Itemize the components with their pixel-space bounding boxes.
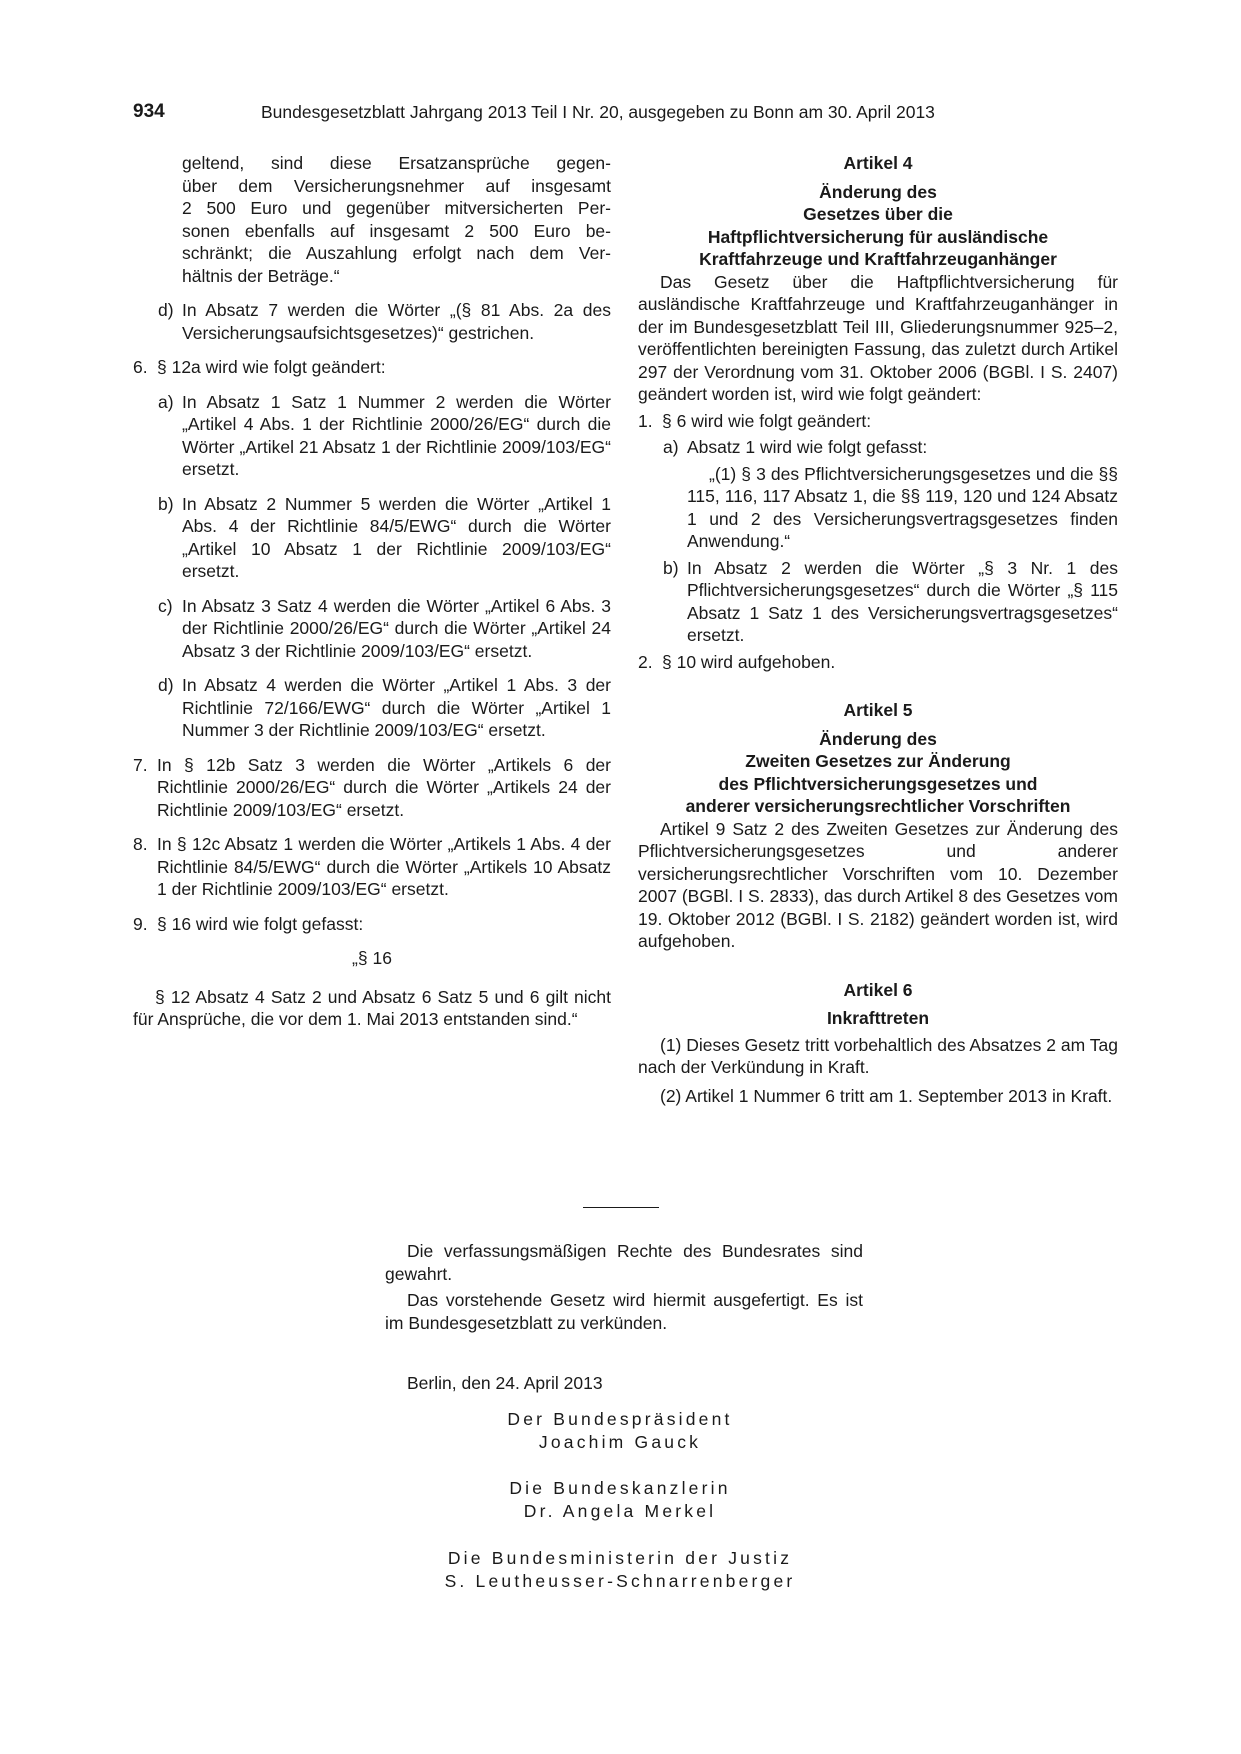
signature-block <box>440 1408 800 1453</box>
closing-paragraph: Das vorstehende Gesetz wird hiermit ausgefertigt. Es ist im Bundesgesetzblatt zu verkünden. <box>385 1290 863 1333</box>
item-marker: d) <box>158 300 174 320</box>
article-label: Artikel 6 <box>843 979 913 1000</box>
list-item <box>663 557 1118 647</box>
item-text: Absatz 1 wird wie folgt gefasst: <box>687 437 928 457</box>
item-marker: 9. <box>133 913 148 934</box>
signatory-name: Dr. Angela Merkel <box>523 1500 717 1521</box>
list-item <box>663 436 1118 459</box>
list-item <box>638 651 1118 674</box>
closing-formula <box>385 1240 863 1395</box>
list-item <box>133 913 611 936</box>
list-item <box>158 595 611 663</box>
article-paragraph: (1) Dieses Gesetz tritt vorbehaltlich des Absatzes 2 am Tag nach der Verkündung in Kraft. <box>638 1034 1118 1077</box>
separator-rule <box>583 1207 659 1208</box>
article-title-line: Haftpflichtversicherung für ausländische <box>707 226 1049 247</box>
quoted-text: „(1) § 3 des Pflichtversicherungsgesetzes und die §§ 115, 116, 117 Absatz 1, die §§ 119, 120 und 124 Absatz 1 und 2 des Versicherungsvertragsgesetzes finden Anwendung.“ <box>687 463 1118 551</box>
article-text: Artikel 9 Satz 2 des Zweiten Gesetzes zur Änderung des Pflichtversicherungsgesetzes und anderer versicherungsrechtlicher Vorschriften vom 10. Dezember 2007 (BGBl. I S. 2833), das durch Artikel 8 des Gesetzes vom 19. Oktober 2012 (BGBl. I S. 2182) geändert worden ist, wird aufgehoben. <box>638 818 1118 951</box>
article-title-line: Zweiten Gesetzes zur Änderung <box>745 751 1011 771</box>
paragraph-text: § 12 Absatz 4 Satz 2 und Absatz 6 Satz 5 und 6 gilt nicht für Ansprüche, die vor dem 1. Mai 2013 entstanden sind.“ <box>133 986 611 1029</box>
article-title-line: Kraftfahrzeuge und Kraftfahrzeuganhänger <box>699 249 1057 269</box>
list-item <box>158 674 611 742</box>
item-text: In Absatz 4 werden die Wörter „Artikel 1 Abs. 3 der Richtlinie 72/166/EWG“ durch die Wörter „Artikel 1 Nummer 3 der Richtlinie 2009/103/EG“ ersetzt. <box>182 675 611 740</box>
list-item <box>158 493 611 583</box>
item-text: In Absatz 2 werden die Wörter „§ 3 Nr. 1 des Pflichtversicherungsgesetzes“ durch die Wörter „§ 115 Absatz 1 Satz 1 des Versicherungsvertragsgesetzes“ ersetzt. <box>687 557 1118 645</box>
left-column <box>133 152 611 1031</box>
article-title-line: anderer versicherungsrechtlicher Vorschriften <box>685 796 1071 816</box>
list-item <box>133 754 611 822</box>
article-title-line: Änderung des <box>819 181 937 202</box>
item-text: In Absatz 2 Nummer 5 werden die Wörter „Artikel 1 Abs. 4 der Richtlinie 84/5/EWG“ durch die Wörter „Artikel 10 Absatz 1 der Richtlinie 2009/103/EG“ ersetzt. <box>182 493 611 581</box>
list-item <box>133 833 611 901</box>
closing-paragraph: Die verfassungsmäßigen Rechte des Bundesrates sind gewahrt. <box>385 1241 863 1284</box>
item-marker: 6. <box>133 357 148 377</box>
article-title-line: Änderung des <box>819 728 937 749</box>
item-text: In Absatz 1 Satz 1 Nummer 2 werden die Wörter „Artikel 4 Abs. 1 der Richtlinie 2000/26/EG“ durch die Wörter „Artikel 21 Absatz 1 der Richtlinie 2009/103/EG“ ersetzt. <box>182 391 611 479</box>
item-marker: b) <box>158 493 174 514</box>
signatory-name: Joachim Gauck <box>538 1431 702 1452</box>
continuation-line: schränkt; die Auszahlung erfolgt nach dem Ver- <box>182 243 611 263</box>
item-text: § 6 wird wie folgt geändert: <box>662 410 872 431</box>
item-marker: a) <box>663 437 679 457</box>
item-text: In Absatz 7 werden die Wörter „(§ 81 Abs. 2a des Versicherungsaufsichtsgesetzes)“ gestrichen. <box>182 300 611 343</box>
signature-block <box>380 1547 860 1592</box>
signatory-name: S. Leutheusser-Schnarrenberger <box>444 1570 796 1591</box>
continuation-line: 2 500 Euro und gegenüber mitversicherten Per- <box>182 198 611 218</box>
item-marker: 8. <box>133 834 148 854</box>
list-item <box>133 356 611 379</box>
paragraph-heading: „§ 16 <box>352 948 392 968</box>
item-text: In Absatz 3 Satz 4 werden die Wörter „Artikel 6 Abs. 3 der Richtlinie 2000/26/EG“ durch die Wörter „Artikel 24 Absatz 3 der Richtlinie 2009/103/EG“ ersetzt. <box>182 595 611 661</box>
article-label: Artikel 4 <box>843 153 913 173</box>
item-marker: 7. <box>133 754 148 775</box>
running-title: Bundesgesetzblatt Jahrgang 2013 Teil I Nr. 20, ausgegeben zu Bonn am 30. April 2013 <box>261 102 935 122</box>
continuation-line: geltend, sind diese Ersatzansprüche gegen- <box>182 153 611 173</box>
article-title: Inkrafttreten <box>826 1008 930 1028</box>
signatory-role: Die Bundeskanzlerin <box>509 1478 731 1498</box>
article-5 <box>638 699 1118 953</box>
item-text: In § 12b Satz 3 werden die Wörter „Artikels 6 der Richtlinie 2000/26/EG“ durch die Wörter „Artikels 24 der Richtlinie 2009/103/EG“ ersetzt. <box>157 754 611 820</box>
continuation-line: sonen ebenfalls auf insgesamt 2 500 Euro be- <box>182 220 611 241</box>
item-text: § 12a wird wie folgt geändert: <box>157 357 386 377</box>
list-item <box>638 410 1118 433</box>
item-text: § 16 wird wie folgt gefasst: <box>157 913 364 934</box>
item-marker: 1. <box>638 410 653 431</box>
article-title-line: Gesetzes über die <box>803 204 953 224</box>
item-marker: a) <box>158 391 174 412</box>
article-paragraph: (2) Artikel 1 Nummer 6 tritt am 1. September 2013 in Kraft. <box>660 1085 1113 1106</box>
right-column <box>638 152 1118 1107</box>
page-number: 934 <box>133 101 165 122</box>
page-header <box>133 101 1113 125</box>
place-date: Berlin, den 24. April 2013 <box>407 1373 603 1393</box>
item-marker: c) <box>158 595 173 616</box>
article-title-line: des Pflichtversicherungsgesetzes und <box>718 773 1038 794</box>
signature-block <box>440 1477 800 1522</box>
continuation-line: über dem Versicherungsnehmer auf insgesamt <box>182 175 611 196</box>
signatory-role: Die Bundesministerin der Justiz <box>447 1548 793 1568</box>
item-text: § 10 wird aufgehoben. <box>662 651 836 672</box>
list-item <box>158 299 611 344</box>
continuation-text <box>182 152 611 287</box>
item-marker: d) <box>158 675 174 695</box>
continuation-line: hältnis der Beträge.“ <box>182 265 340 286</box>
list-item <box>158 391 611 481</box>
item-marker: b) <box>663 557 679 578</box>
item-marker: 2. <box>638 651 653 672</box>
article-6 <box>638 979 1118 1108</box>
item-text: In § 12c Absatz 1 werden die Wörter „Artikels 1 Abs. 4 der Richtlinie 84/5/EWG“ durch die Wörter „Artikels 10 Absatz 1 der Richtlinie 2009/103/EG“ ersetzt. <box>157 834 611 899</box>
article-intro: Das Gesetz über die Haftpflichtversicherung für ausländische Kraftfahrzeuge und Kraftfahrzeuganhänger in der im Bundesgesetzblatt Teil III, Gliederungsnummer 925–2, veröffentlichten bereinigten Fassung, das zuletzt durch Artikel 297 der Verordnung vom 31. Oktober 2006 (BGBl. I S. 2407) geändert worden ist, wird wie folgt geändert: <box>638 271 1118 404</box>
signatory-role: Der Bundespräsident <box>507 1409 733 1429</box>
article-label: Artikel 5 <box>843 700 913 720</box>
article-4 <box>638 152 1118 673</box>
